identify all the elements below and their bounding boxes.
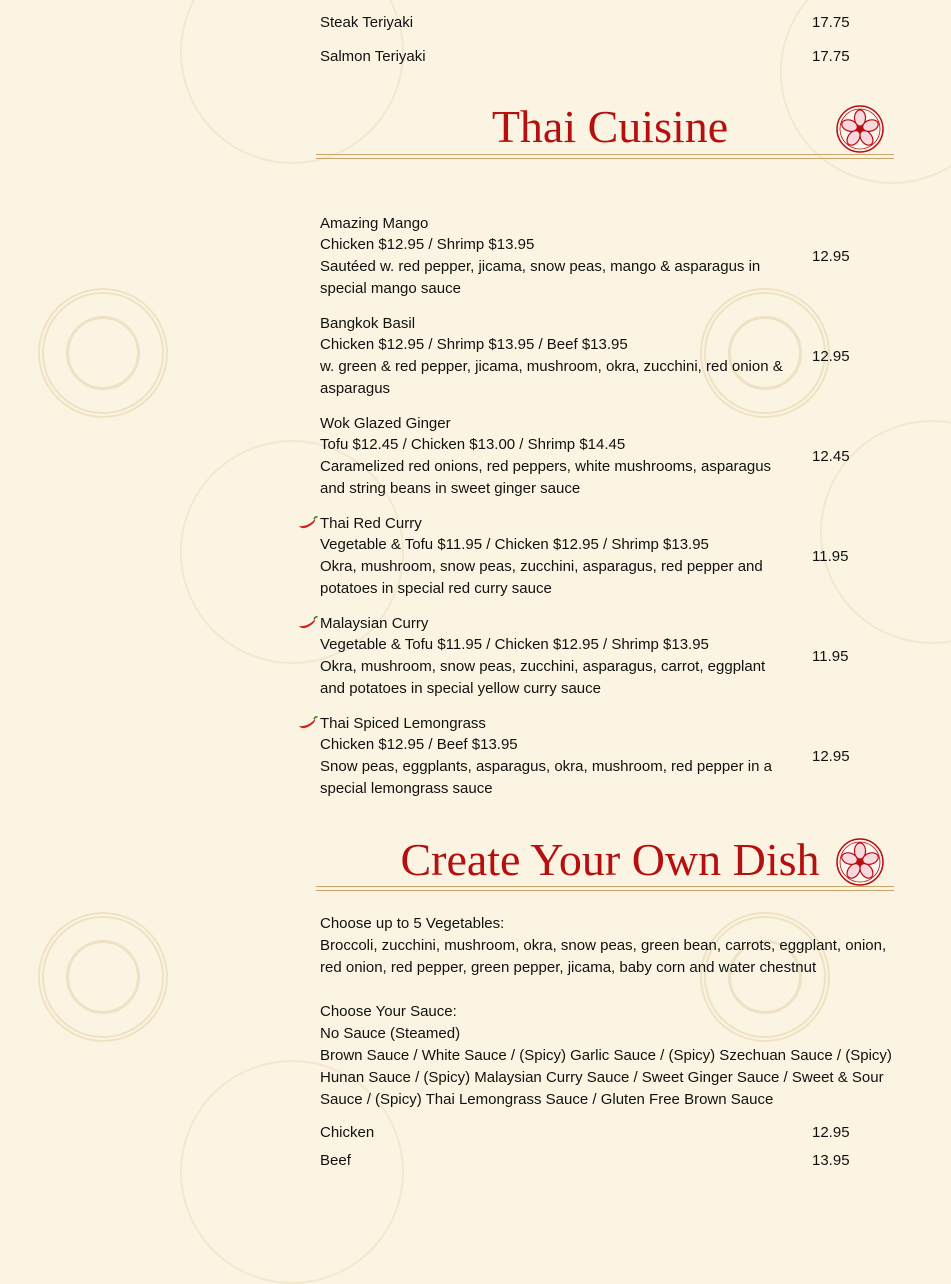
item-name: Wok Glazed Ginger	[320, 415, 451, 432]
item-options: Vegetable & Tofu $11.95 / Chicken $12.95 / Shrimp $13.95	[320, 536, 709, 553]
menu-item	[320, 714, 790, 800]
item-price: 12.95	[812, 348, 850, 365]
menu-item	[320, 614, 790, 700]
menu-item	[320, 47, 790, 67]
menu-item	[320, 314, 790, 400]
vegetables-block	[320, 913, 895, 979]
item-price: 11.95	[812, 548, 849, 565]
item-name: Thai Red Curry	[320, 515, 422, 532]
cherry-blossom-icon	[836, 105, 884, 153]
menu-item	[320, 514, 790, 600]
item-options: Chicken $12.95 / Beef $13.95	[320, 736, 518, 753]
item-name: Salmon Teriyaki	[320, 48, 426, 65]
item-price: 17.75	[812, 14, 850, 31]
item-options: Vegetable & Tofu $11.95 / Chicken $12.95 / Shrimp $13.95	[320, 636, 709, 653]
menu-item	[320, 1123, 790, 1143]
item-description: Okra, mushroom, snow peas, zucchini, asparagus, red pepper and potatoes in special red curry sauce	[320, 558, 763, 597]
vegetables-list: Broccoli, zucchini, mushroom, okra, snow peas, green bean, carrots, eggplant, onion, red onion, red pepper, green pepper, jicama, baby corn and water chestnut	[320, 937, 887, 976]
item-price: 17.75	[812, 48, 850, 65]
item-name: Beef	[320, 1152, 351, 1169]
section-divider	[316, 154, 894, 159]
cherry-blossom-icon	[836, 838, 884, 886]
item-options: Chicken $12.95 / Shrimp $13.95 / Beef $13.95	[320, 336, 628, 353]
item-price: 12.45	[812, 448, 850, 465]
sauce-block	[320, 1001, 895, 1111]
item-description: Snow peas, eggplants, asparagus, okra, mushroom, red pepper in a special lemongrass sauce	[320, 758, 772, 797]
item-description: Caramelized red onions, red peppers, white mushrooms, asparagus and string beans in sweet ginger sauce	[320, 458, 772, 497]
item-price: 12.95	[812, 248, 850, 265]
item-name: Thai Spiced Lemongrass	[320, 715, 486, 732]
item-name: Bangkok Basil	[320, 315, 416, 332]
chili-pepper-icon	[298, 615, 318, 629]
item-price: 12.95	[812, 1124, 850, 1141]
section-divider	[316, 886, 894, 891]
sauce-heading: Choose Your Sauce:	[320, 1003, 457, 1020]
item-name: Amazing Mango	[320, 215, 429, 232]
item-description: Okra, mushroom, snow peas, zucchini, asparagus, carrot, eggplant and potatoes in special yellow curry sauce	[320, 658, 766, 697]
item-options: Tofu $12.45 / Chicken $13.00 / Shrimp $14.45	[320, 436, 626, 453]
menu-item	[320, 414, 790, 500]
item-price: 12.95	[812, 748, 850, 765]
chili-pepper-icon	[298, 515, 318, 529]
vegetables-heading: Choose up to 5 Vegetables:	[320, 915, 505, 932]
item-price: 13.95	[812, 1152, 850, 1169]
item-description: Sautéed w. red pepper, jicama, snow peas, mango & asparagus in special mango sauce	[320, 258, 761, 297]
menu-item	[320, 214, 790, 300]
menu-item	[320, 13, 790, 33]
menu-item	[320, 1151, 790, 1171]
section-title-thai: Thai Cuisine	[491, 101, 729, 152]
item-name: Steak Teriyaki	[320, 14, 414, 31]
item-options: Chicken $12.95 / Shrimp $13.95	[320, 236, 535, 253]
item-name: Malaysian Curry	[320, 615, 429, 632]
sauce-list: Brown Sauce / White Sauce / (Spicy) Garlic Sauce / (Spicy) Szechuan Sauce / (Spicy) Hunan Sauce / (Spicy) Malaysian Curry Sauce / Sweet Ginger Sauce / Sweet & Sour Sauce / (Spicy) Thai Lemongrass Sauce / Gluten Free Brown Sauce	[320, 1047, 892, 1108]
chili-pepper-icon	[298, 715, 318, 729]
sauce-none: No Sauce (Steamed)	[320, 1025, 461, 1042]
item-description: w. green & red pepper, jicama, mushroom, okra, zucchini, red onion & asparagus	[320, 358, 783, 397]
item-price: 11.95	[812, 648, 849, 665]
section-title-create: Create Your Own Dish	[400, 834, 820, 885]
item-name: Chicken	[320, 1124, 375, 1141]
